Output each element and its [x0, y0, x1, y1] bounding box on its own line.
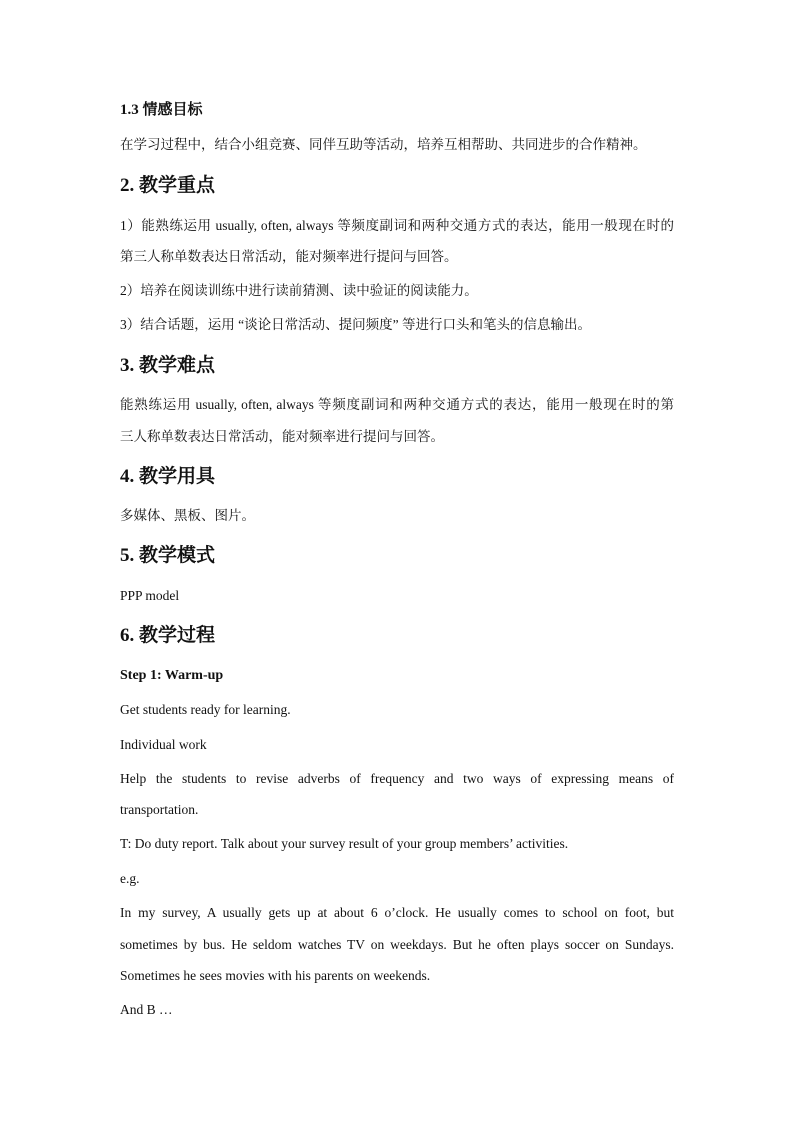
section-1-3-text: 在学习过程中，结合小组竞赛、同伴互助等活动，培养互相帮助、共同进步的合作精神。 — [120, 137, 647, 152]
section-3-line-1: 能熟练运用 usually, often, always 等频度副词和两种交通方式的表达，能用一般现在时的第 — [120, 397, 674, 412]
section-2-item-2: 2）培养在阅读训练中进行读前猜测、读中验证的阅读能力。 — [120, 283, 478, 298]
step-1-example-line-1: In my survey, A usually gets up at about 6 o’clock. He usually comes to school on foot, but — [120, 905, 674, 920]
step-1-heading: Step 1: Warm-up — [120, 668, 224, 683]
section-2-heading: 2. 教学重点 — [120, 175, 216, 196]
step-1-example-line-2: sometimes by bus. He seldom watches TV on weekdays. But he often plays soccer on Sundays. — [120, 937, 674, 952]
step-1-example-line-3: Sometimes he sees movies with his parents on weekends. — [120, 968, 431, 983]
section-2-item-1-line-1: 1）能熟练运用 usually, often, always 等频度副词和两种交通方式的表达，能用一般现在时的 — [120, 218, 674, 233]
step-1-mode: Individual work — [120, 737, 207, 752]
section-2-item-1-line-2: 第三人称单数表达日常活动，能对频率进行提问与回答。 — [120, 249, 458, 264]
section-6-heading: 6. 教学过程 — [120, 625, 216, 646]
section-5-text: PPP model — [120, 588, 180, 603]
step-1-help-line-1: Help the students to revise adverbs of frequency and two ways of expressing means of — [120, 771, 674, 786]
step-1-goal: Get students ready for learning. — [120, 702, 291, 717]
section-3-heading: 3. 教学难点 — [120, 355, 216, 376]
section-3-line-2: 三人称单数表达日常活动，能对频率进行提问与回答。 — [120, 429, 444, 444]
section-2-item-3: 3）结合话题，运用 “谈论日常活动、提问频度” 等进行口头和笔头的信息输出。 — [120, 317, 591, 332]
section-1-3-heading: 1.3 情感目标 — [120, 102, 203, 118]
step-1-example-label: e.g. — [120, 871, 140, 886]
section-4-heading: 4. 教学用具 — [120, 466, 216, 487]
section-4-text: 多媒体、黑板、图片。 — [120, 508, 255, 523]
step-1-help-line-2: transportation. — [120, 802, 199, 817]
step-1-and-b: And B … — [120, 1002, 173, 1017]
step-1-teacher-instruction: T: Do duty report. Talk about your survey result of your group members’ activities. — [120, 836, 569, 851]
section-5-heading: 5. 教学模式 — [120, 545, 216, 566]
